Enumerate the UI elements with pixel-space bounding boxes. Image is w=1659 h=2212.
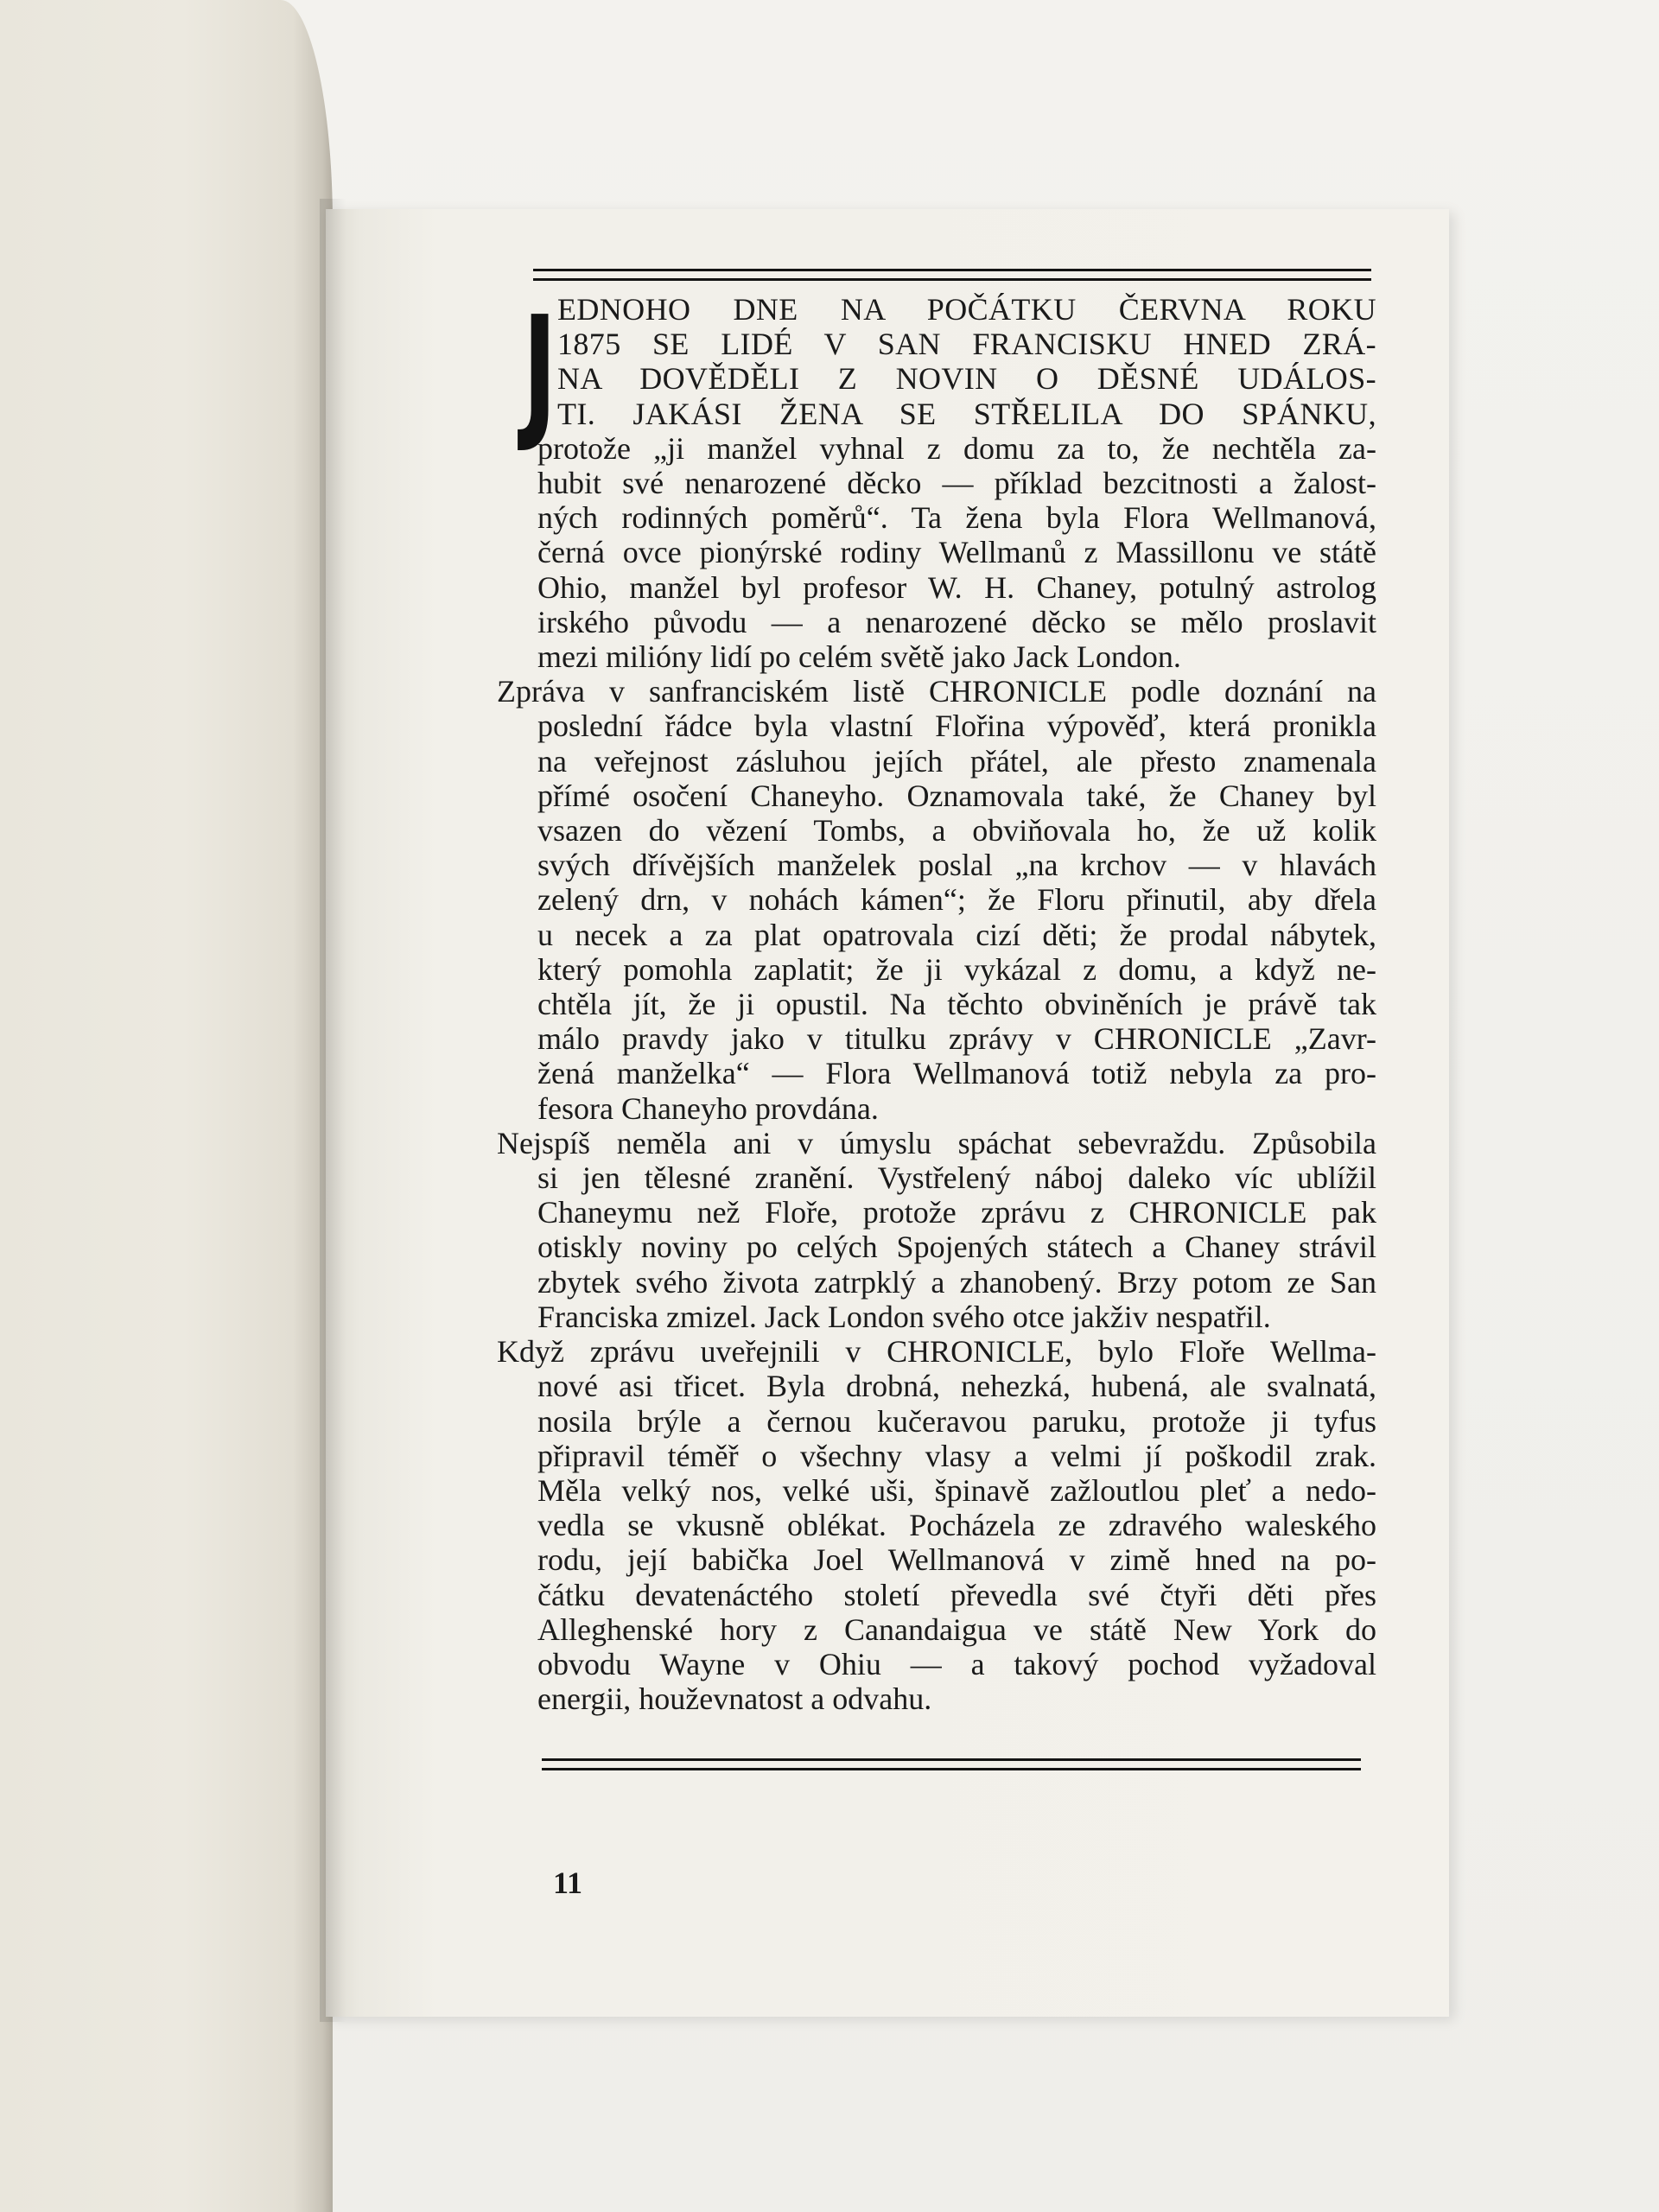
- text-line: Zpráva v sanfranciském listě CHRONICLE podle doznání na: [497, 674, 1376, 709]
- text-line: Ohio, manžel byl profesor W. H. Chaney, potulný astrolog: [537, 569, 1376, 605]
- opening-caps-lines: [557, 292, 1376, 431]
- page-number: 11: [553, 1866, 583, 1900]
- text-line: si jen tělesné zranění. Vystřelený náboj daleko víc ublížil: [537, 1160, 1376, 1196]
- text-line: čátku devatenáctého století převedla své čtyři děti přes: [537, 1577, 1376, 1612]
- opening-caps-line: 1875 SE LIDÉ V SAN FRANCISKU HNED ZRÁ-: [557, 327, 1376, 362]
- text-line: černá ovce pionýrské rodiny Wellmanů z Massillonu ve státě: [537, 535, 1376, 570]
- text-line: otiskly noviny po celých Spojených státech a Chaney strávil: [537, 1230, 1376, 1265]
- text-line: vsazen do vězení Tombs, a obviňovala ho, že už kolik: [537, 813, 1376, 849]
- bottom-double-rule: [542, 1758, 1361, 1770]
- drop-cap-letter: J: [523, 285, 557, 456]
- body-text: [497, 285, 1376, 1717]
- text-line: mezi milióny lidí po celém světě jako Jack London.: [537, 639, 1181, 675]
- text-line: připravil téměř o všechny vlasy a velmi jí poškodil zrak.: [537, 1438, 1376, 1473]
- paragraph-3: [497, 1126, 1376, 1334]
- paragraph-4: [497, 1334, 1376, 1716]
- gutter-shadow: [320, 199, 346, 2022]
- text-line: žená manželka“ — Flora Wellmanová totiž nebyla za pro-: [537, 1056, 1376, 1091]
- text-line: energii, houževnatost a odvahu.: [537, 1681, 932, 1717]
- text-line: Když zprávu uveřejnili v CHRONICLE, bylo Floře Wellma-: [497, 1334, 1376, 1370]
- text-line: Alleghenské hory z Canandaigua ve státě New York do: [537, 1611, 1376, 1647]
- text-line: irského původu — a nenarozené děcko se mělo proslavit: [537, 604, 1376, 639]
- text-line: nové asi třicet. Byla drobná, nehezká, hubená, ale svalnatá,: [537, 1369, 1376, 1404]
- text-line: chtěla jít, že ji opustil. Na těchto obviněních je právě tak: [537, 987, 1376, 1022]
- opening-caps-line: NA DOVĚDĚLI Z NOVIN O DĚSNÉ UDÁLOS-: [557, 361, 1376, 397]
- text-line: u necek a za plat opatrovala cizí děti; že prodal nábytek,: [537, 917, 1376, 952]
- opening-caps-line: TI. JAKÁSI ŽENA SE STŘELILA DO SPÁNKU,: [557, 396, 1376, 431]
- text-line: hubit své nenarozené děcko — příklad bezcitnosti a žalost-: [537, 466, 1376, 501]
- text-line: Chaneymu než Floře, protože zprávu z CHRONICLE pak: [537, 1195, 1376, 1230]
- drop-cap: [523, 285, 568, 456]
- paragraph-2: [497, 674, 1376, 1126]
- text-line: nosila brýle a černou kučeravou paruku, protože ji tyfus: [537, 1403, 1376, 1439]
- text-line: ných rodinných poměrů“. Ta žena byla Flora Wellmanová,: [537, 500, 1376, 536]
- text-line: svých dřívějších manželek poslal „na krchov — v hlavách: [537, 848, 1376, 883]
- left-page: [0, 0, 333, 2212]
- paragraph-1: [497, 431, 1376, 674]
- text-line: rodu, její babička Joel Wellmanová v zimě hned na po-: [537, 1542, 1376, 1578]
- text-line: na veřejnost zásluhou jejích přátel, ale přesto znamenala: [537, 743, 1376, 779]
- text-line: který pomohla zaplatit; že ji vykázal z domu, a když ne-: [537, 951, 1376, 987]
- top-double-rule: [533, 269, 1371, 281]
- text-line: zbytek svého života zatrpklý a zhanobený. Brzy potom ze San: [537, 1264, 1376, 1300]
- text-line: protože „ji manžel vyhnal z domu za to, že nechtěla za-: [537, 430, 1376, 466]
- text-line: zelený drn, v nohách kámen“; že Floru přinutil, aby dřela: [537, 882, 1376, 918]
- text-line: Nejspíš neměla ani v úmyslu spáchat sebevraždu. Způsobila: [497, 1125, 1376, 1160]
- text-line: málo pravdy jako v titulku zprávy v CHRONICLE „Zavr-: [537, 1021, 1376, 1057]
- text-line: fesora Chaneyho provdána.: [537, 1090, 879, 1126]
- opening-caps-line: EDNOHO DNE NA POČÁTKU ČERVNA ROKU: [557, 292, 1376, 327]
- text-line: Měla velký nos, velké uši, špinavě zažloutlou pleť a nedo-: [537, 1472, 1376, 1508]
- text-line: poslední řádce byla vlastní Flořina výpověď, která pronikla: [537, 709, 1376, 744]
- text-line: přímé osočení Chaneyho. Oznamovala také, že Chaney byl: [537, 778, 1376, 813]
- text-line: vedla se vkusně oblékat. Pocházela ze zdravého waleského: [537, 1508, 1376, 1543]
- text-line: Franciska zmizel. Jack London svého otce jakživ nespatřil.: [537, 1299, 1271, 1334]
- text-line: obvodu Wayne v Ohiu — a takový pochod vyžadoval: [537, 1646, 1376, 1681]
